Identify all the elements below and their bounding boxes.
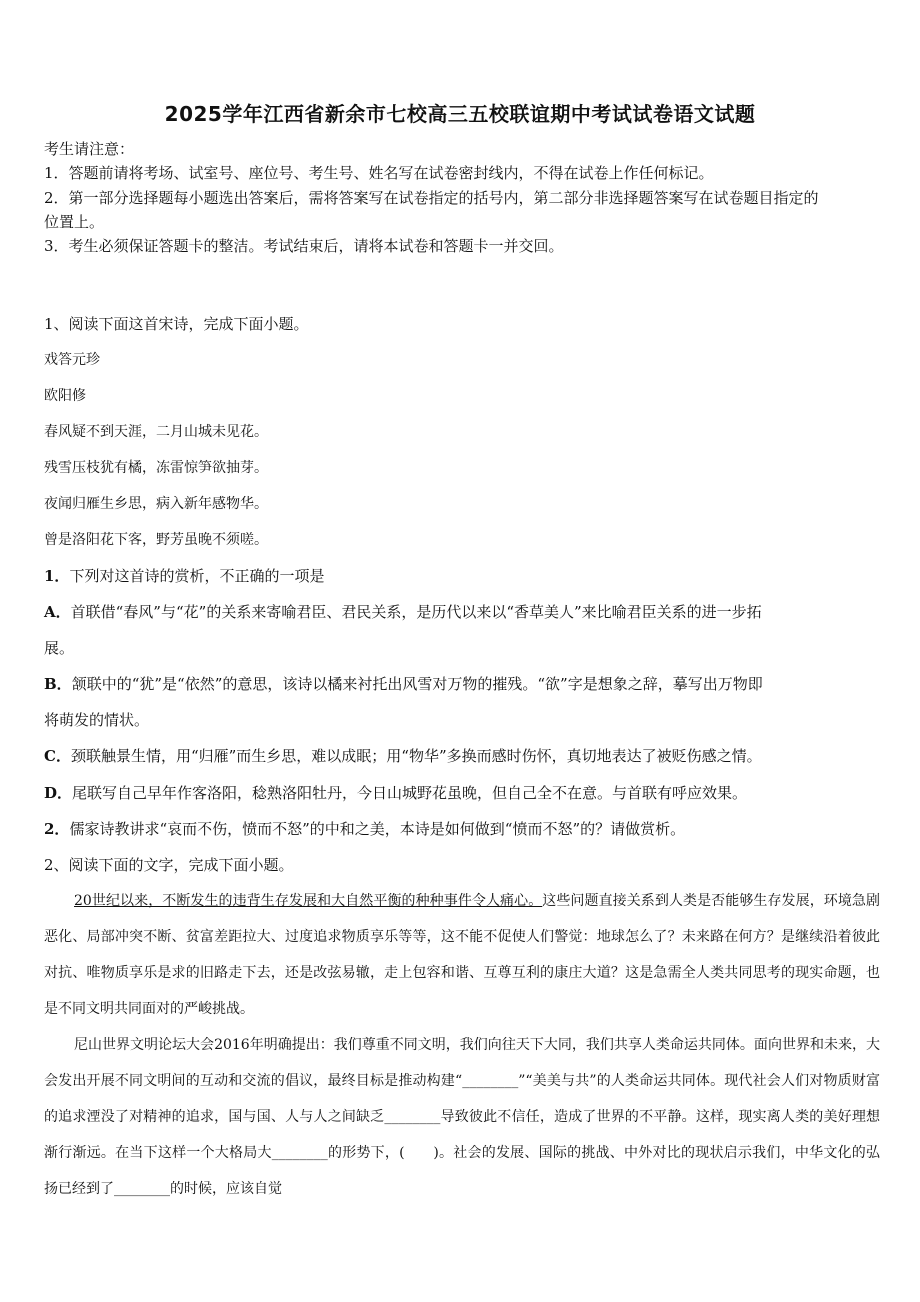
passage-paragraph-2-part-a: 尼山世界文明论坛大会2016年明确提出：我们尊重不同文明，我们向往天下大同，我们共享人类命运共同体。面向世界和未来，大会发出开展不同文明间的互动和交流的倡议，最终目标是推动构建“: [44, 1037, 880, 1089]
notice-heading: 考生请注意：: [44, 140, 135, 158]
fill-blank-4[interactable]: ________: [114, 1181, 170, 1197]
notice-item-2-cont: 位置上。: [44, 213, 105, 231]
passage-paragraph-2-part-e: 的时候，应该自觉: [170, 1181, 282, 1197]
option-a-label: A．: [44, 603, 71, 621]
section1-intro: 1、阅读下面这首宋诗，完成下面小题。: [44, 315, 309, 333]
question-1: [44, 565, 880, 587]
question-2-number: 2．: [44, 820, 70, 838]
passage-paragraph-2-part-d: 的形势下，( )。社会的发展、国际的挑战、中外对比的现状启示我们，中华文化的弘扬已经到了: [44, 1145, 881, 1197]
option-b-label: B．: [44, 675, 72, 693]
passage-paragraph-1: [44, 883, 880, 1027]
option-c: [44, 745, 880, 767]
fill-blank-3[interactable]: ________: [271, 1145, 328, 1161]
fill-blank-2[interactable]: ________: [384, 1109, 441, 1125]
passage-paragraph-2: [44, 1027, 880, 1207]
passage-paragraph-2-part-c: 导致彼此不信任，造成了世界的不平静。这样，现实离人类的美好理想渐行渐远。在当下这样一个大格局大: [44, 1109, 881, 1161]
poem-line-3: 夜闻归雁生乡思，病入新年感物华。: [44, 496, 268, 512]
option-d-text: 尾联写自己早年作客洛阳，稔熟洛阳牡丹，今日山城野花虽晚，但自己全不在意。与首联有呼应效果。: [72, 784, 748, 802]
section2-intro: 2、阅读下面的文字，完成下面小题。: [44, 856, 294, 874]
option-d: [44, 782, 880, 804]
poem-line-2: 残雪压枝犹有橘，冻雷惊笋欲抽芽。: [44, 460, 268, 476]
option-b-cont: 将萌发的情状。: [44, 711, 150, 729]
option-b: [44, 673, 880, 695]
poem-title: 戏答元珍: [44, 352, 100, 368]
question-1-number: 1．: [44, 567, 70, 585]
notice-item-3: 3．考生必须保证答题卡的整洁。考试结束后，请将本试卷和答题卡一并交回。: [44, 237, 564, 255]
passage-underlined-sentence: 20世纪以来，不断发生的违背生存发展和大自然平衡的种种事件令人痛心。: [74, 893, 543, 909]
option-a-cont: 展。: [44, 639, 75, 657]
passage-paragraph-2-part-b: ”“美美与共”的人类命运共同体。现代社会人们对物质财富的追求湮没了对精神的追求，国与国、人与人之间缺乏: [44, 1073, 880, 1125]
option-b-text: 颔联中的“犹”是“依然”的意思，该诗以橘来衬托出风雪对万物的摧残。“欲”字是想象之辞，摹写出万物即: [71, 675, 763, 693]
fill-blank-1[interactable]: ________: [462, 1073, 519, 1089]
option-d-label: D．: [44, 784, 73, 802]
poem-line-4: 曾是洛阳花下客，野芳虽晚不须嗟。: [44, 532, 268, 548]
notice-item-2: 2．第一部分选择题每小题选出答案后，需将答案写在试卷指定的括号内，第二部分非选择题答案写在试卷题目指定的: [44, 189, 819, 207]
exam-title: 2025学年江西省新余市七校高三五校联谊期中考试试卷语文试题: [164, 102, 756, 126]
poem-author: 欧阳修: [44, 388, 86, 404]
option-a: [44, 601, 880, 623]
option-c-label: C．: [44, 747, 71, 765]
option-a-text: 首联借“春风”与“花”的关系来寄喻君臣、君民关系，是历代以来以“香草美人”来比喻君臣关系的进一步拓: [70, 603, 762, 621]
question-2-text: 儒家诗教讲求“哀而不伤，愤而不怒”的中和之美，本诗是如何做到“愤而不怒”的？请做赏析。: [69, 820, 686, 838]
question-1-text: 下列对这首诗的赏析，不正确的一项是: [69, 567, 325, 585]
question-2: [44, 818, 880, 840]
poem-line-1: 春风疑不到天涯，二月山城未见花。: [44, 424, 268, 440]
option-c-text: 颈联触景生情，用“归雁”而生乡思，难以成眠；用“物华”多换而感时伤怀，真切地表达了被贬伤感之情。: [70, 747, 762, 765]
passage-paragraph-1-text: 这些问题直接关系到人类是否能够生存发展，环境急剧恶化、局部冲突不断、贫富差距拉大、过度追求物质享乐等等，这不能不促使人们警觉：地球怎么了？未来路在何方？是继续沿着彼此对抗、唯物质享乐是求的旧路走下去，还是改弦易辙，走上包容和谐、互尊互利的康庄大道？这是急需全人类共同思考的现实命题，也是不同文明共同面对的严峻挑战。: [44, 893, 880, 1017]
notice-item-1: 1．答题前请将考场、试室号、座位号、考生号、姓名写在试卷密封线内，不得在试卷上作任何标记。: [44, 164, 714, 182]
